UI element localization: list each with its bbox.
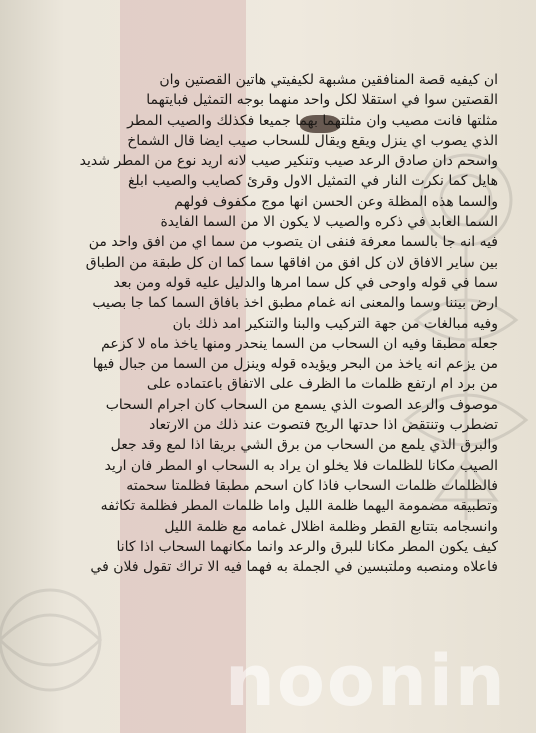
text-line: وانسجامه بتتابع القطر وظلمة اظلال غمامه مع ظلمة الليل xyxy=(164,518,498,535)
text-line: سما في قوله واوحى في كل سما امرها والدليل عليه قوله ومن بعد xyxy=(113,274,498,291)
text-line: من برد ام ارتفع ظلمات ما الظرف على الاتفاق باعتماده على xyxy=(146,376,498,393)
text-line: القصتين سوا في استقلا لكل واحد منهما بوجه التمثيل فبايتهما xyxy=(146,92,498,109)
text-line: وتطبيقه مضمومة اليهما ظلمة الليل واما ظلمات المطر فظلمة تكاثفه xyxy=(100,498,498,515)
text-line: والسما هذه المظلة وعن الحسن انها موج مكفوف فولهم xyxy=(174,193,498,210)
text-line: جعله مطبقا وفيه ان السحاب من السما ينحدر ومنها ياخذ ماه لا كزعم xyxy=(101,335,498,352)
text-line: واسحم دان صادق الرعد صيب وتنكير صيب لانه اريد نوع من المطر شديد xyxy=(79,153,498,170)
text-line: والبرق الذي يلمع من السحاب من برق الشي بريقا اذا لمع وقد جعل xyxy=(110,437,498,454)
text-line: بين ساير الافاق لان كل افق من افاقها سما كما ان كل طبقة من الطباق xyxy=(85,254,498,271)
text-line: ان كيفيه قصة المنافقين مشبهة لكيفيتي هاتين القصتين وان xyxy=(159,72,498,88)
text-line: السما العابد في ذكره والصيب لا يكون الا من السما الفايدة xyxy=(160,214,498,231)
watermark-brand: noonin xyxy=(225,640,507,722)
text-line: هايل كما نكرت النار في التمثيل الاول وقرئ كصايب والصيب ابلغ xyxy=(127,173,498,190)
corner-ornament-icon xyxy=(0,560,130,720)
text-line: فيه انه جا بالسما معرفة فنفى ان يتصوب من سما اي من افق واحد من xyxy=(88,234,498,251)
text-line: مثلتها فانت مصيب وان مثلتهما بهما جميعا فكذلك والصيب المطر xyxy=(127,112,498,129)
text-line: كيف يكون المطر مكانا للبرق والرعد وانما مكانهما السحاب اذا كانا xyxy=(116,538,498,555)
text-line: فالظلمات ظلمات السحاب فاذا كان اسحم مطبقا فظلمتا سحمته xyxy=(126,477,498,494)
text-line: موصوف والرعد الصوت الذي يسمع من السحاب كان اجرام السحاب xyxy=(105,396,498,413)
text-line: تضطرب وتنتقض اذا حدتها الريح فتصوت عند ذلك من الارتعاد xyxy=(149,417,498,434)
text-line: من يزعم انه ياخذ من البحر ويؤيده قوله وينزل من السما من جبال فيها xyxy=(92,356,498,373)
text-line: وفيه مبالغات من جهة التركيب والبنا والتنكير امد ذلك بان xyxy=(172,315,498,332)
text-line: الذي يصوب اي ينزل ويقع ويقال للسحاب صيب ايضا قال الشماخ xyxy=(127,132,498,149)
manuscript-text xyxy=(58,70,498,577)
text-line: ارض بيننا وسما والمعنى انه غمام مطبق اخذ بافاق السما كما جا بصيب xyxy=(92,295,498,312)
text-line: فاعلاه ومنصبه وملتبسين في الجملة به فهما فيه الا تراك تقول فلان في xyxy=(90,559,498,576)
text-line: الصيب مكانا للظلمات فلا يخلو ان يراد به السحاب او المطر فان اريد xyxy=(104,457,498,474)
